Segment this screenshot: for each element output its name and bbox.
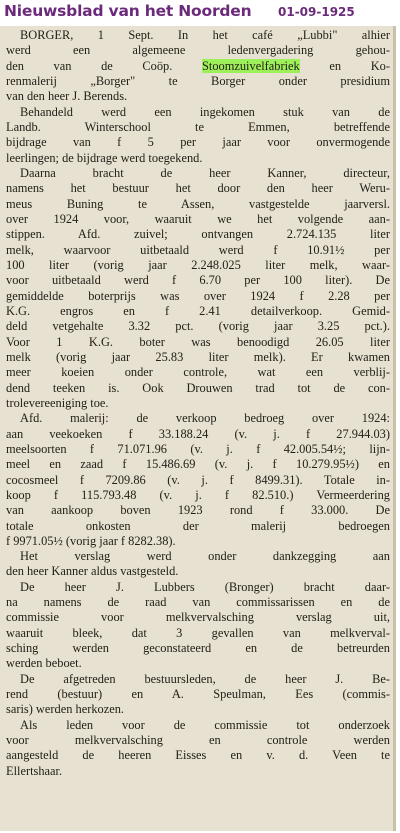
article-line: 100 liter (vorig jaar 2.248.025 liter melk, waar- <box>6 257 390 272</box>
article-line: f 9971.05½ (vorig jaar f 8282.38). <box>6 533 176 548</box>
newspaper-title: Nieuwsblad van het Noorden <box>4 2 252 20</box>
article-line: Als leden voor de commissie tot onderzoek <box>20 717 390 732</box>
article-line: cocosmeel f 7209.86 (v. j. f 8499.31). Totale in- <box>6 472 390 487</box>
article-line: werden beboet. <box>6 656 82 671</box>
article-body <box>6 28 390 779</box>
article-line: saris) werden herkozen. <box>6 702 125 717</box>
article-line: voor melkvervalsching en controle werden <box>6 733 390 748</box>
newspaper-clipping <box>0 26 396 831</box>
article-line: sching werden geconstateerd en de betreurden <box>6 641 390 656</box>
article-line: na namens de raad van commissarissen en de <box>6 595 390 610</box>
publication-date: 01-09-1925 <box>278 5 355 19</box>
article-line: meel en zaad f 15.486.69 (v. j. f 10.279.95½) en <box>6 457 390 472</box>
article-line: van aankoop boven 1923 rond f 33.000. De <box>6 503 390 518</box>
article-line: Afd. malerij: de verkoop bedroeg over 1924: <box>20 411 390 426</box>
article-line: De afgetreden bestuursleden, de heer J. Be- <box>20 671 390 686</box>
article-line: werd een algemeene ledenvergadering gehou- <box>6 43 390 58</box>
article-line: Landb. Winterschool te Emmen, betreffende <box>6 119 390 134</box>
article-line: van den heer J. Berends. <box>6 89 128 104</box>
article-line: meelsoorten f 71.071.96 (v. j. f 42.005.54½; lijn- <box>6 441 390 456</box>
article-line: BORGER, 1 Sept. In het café „Lubbi" alhier <box>20 28 390 42</box>
article-line: Voor 1 K.G. boter was benoodigd 26.05 liter <box>6 334 390 349</box>
article-line: commissie voor melkvervalsching verslag uit, <box>6 610 390 625</box>
article-line: melk, waarvoor uitbetaald werd f 10.91½ per <box>6 242 390 257</box>
article-line: meer koeien onder controle, wat een verblij- <box>6 365 390 380</box>
article-line: over 1924 voor, waaruit we het volgende aan- <box>6 211 390 226</box>
article-line: koop f 115.793.48 (v. j. f 82.510.) Vermeerdering <box>6 487 390 502</box>
highlighted-term: Stoomzuivelfabriek <box>202 58 300 73</box>
article-line: renmalerij „Borger" te Borger onder presidium <box>6 73 390 88</box>
article-line: K.G. engros en f 2.41 detailverkoop. Gemid- <box>6 303 390 318</box>
article-line: gemiddelde boterprijs was over 1924 f 2.28 per <box>6 288 390 303</box>
article-line: stippen. Afd. zuivel; ontvangen 2.724.135 liter <box>6 227 390 242</box>
article-line: den heer Kanner aldus vastgesteld. <box>6 564 179 579</box>
article-line: Daarna bracht de heer Kanner, directeur, <box>20 165 390 180</box>
line-text-after: en Ko- <box>299 58 390 73</box>
article-line: voor uitbetaald werd f 6.70 per 100 liter). De <box>6 273 390 288</box>
article-line: rend (bestuur) en A. Speulman, Ees (commis- <box>6 687 390 702</box>
article-line: deld vetgehalte 3.32 pct. (vorig jaar 3.25 pct.). <box>6 319 390 334</box>
line-text-before: den van de Coöp. <box>6 58 202 73</box>
article-line: melk (vorig jaar 25.83 liter melk). Er kwamen <box>6 349 390 364</box>
article-line: namens het bestuur het door den heer Weru- <box>6 181 390 196</box>
article-line: dend teeken is. Ook Drouwen trad tot de con- <box>6 380 390 395</box>
article-line: leerlingen; de bijdrage werd toegekend. <box>6 150 203 165</box>
article-line <box>6 59 390 74</box>
article-line: Het verslag werd onder dankzegging aan <box>20 549 390 564</box>
article-line: De heer J. Lubbers (Bronger) bracht daar- <box>20 579 390 594</box>
article-line: Behandeld werd een ingekomen stuk van de <box>20 104 390 119</box>
article-line: aan veekoeken f 33.188.24 (v. j. f 27.944.03) <box>6 426 390 441</box>
article-line: totale onkosten der malerij bedroegen <box>6 518 390 533</box>
article-line: meus Buning te Assen, vastgestelde jaarversl. <box>6 196 390 211</box>
article-line: aangesteld de heeren Eisses en v. d. Veen te <box>6 748 390 763</box>
article-line: waaruit bleek, dat 3 gevallen van melkverval- <box>6 625 390 640</box>
article-line: bijdrage van f 5 per jaar voor onvermogende <box>6 135 390 150</box>
article-line: trolevereeniging toe. <box>6 395 109 410</box>
header-bar <box>0 0 400 26</box>
article-line: Ellertshaar. <box>6 763 63 778</box>
